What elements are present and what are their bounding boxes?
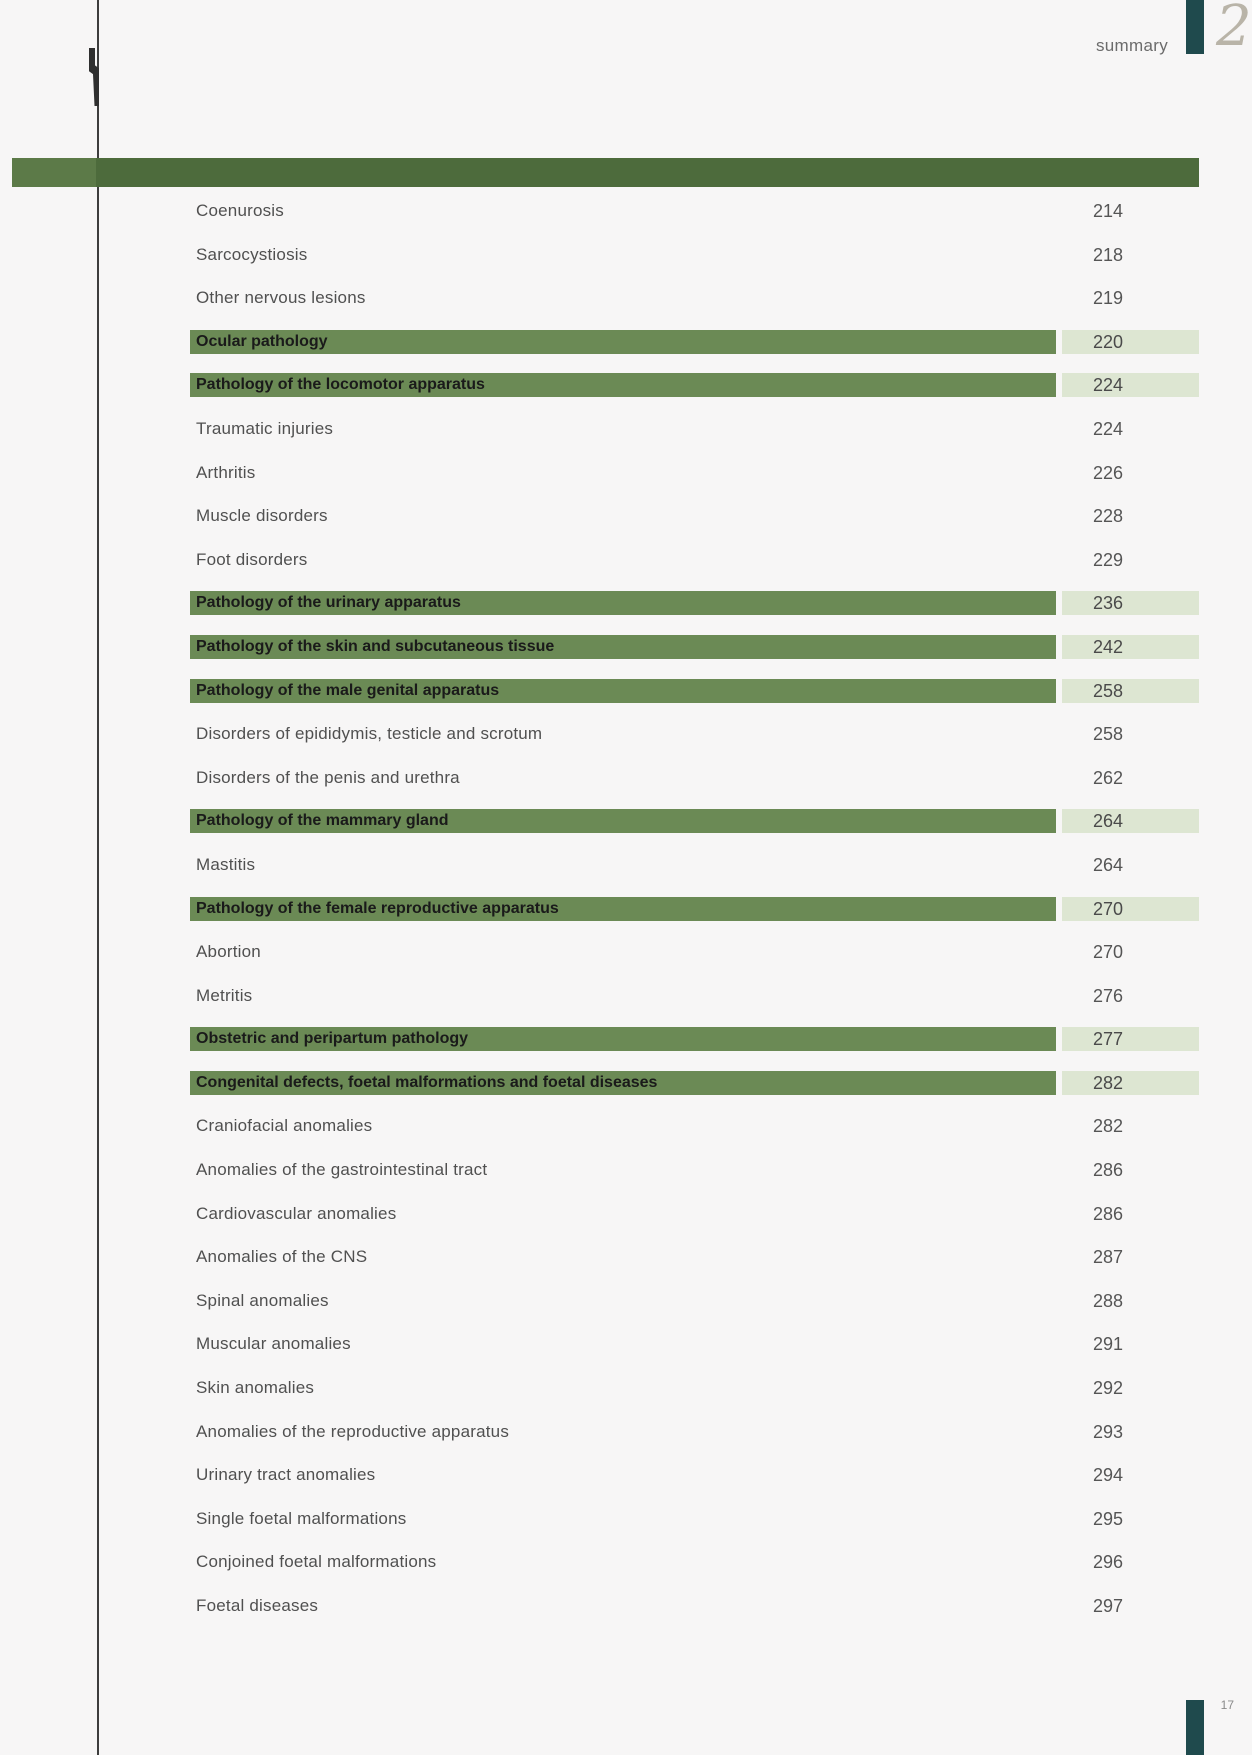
toc-item-row[interactable]	[190, 408, 1199, 452]
toc-entry-title: Cardiovascular anomalies	[196, 1203, 397, 1223]
toc-entry-page: 220	[1092, 331, 1124, 352]
toc-item-row[interactable]	[190, 1193, 1199, 1237]
toc-entry-title: Pathology of the locomotor apparatus	[196, 376, 485, 394]
toc-item-row[interactable]	[190, 931, 1199, 975]
toc-entry-page: 258	[1092, 680, 1124, 701]
toc-entry-title: Pathology of the female reproductive apparatus	[196, 899, 559, 917]
chapter-tab-glyph: 2	[1216, 0, 1252, 59]
toc-entry-page: 226	[1092, 462, 1124, 483]
toc-entry-title: Ocular pathology	[196, 332, 328, 350]
toc-item-row[interactable]	[190, 452, 1199, 496]
toc-section-row[interactable]	[190, 888, 1199, 932]
toc-entry-page: 229	[1092, 549, 1124, 570]
toc-entry-page: 286	[1092, 1160, 1124, 1181]
toc-entry-title: Muscular anomalies	[196, 1334, 351, 1354]
toc-entry-page: 219	[1092, 288, 1124, 309]
toc-entry-title: Sarcocystiosis	[196, 244, 308, 264]
toc-entry-page: 297	[1092, 1596, 1124, 1616]
toc-entry-page: 286	[1092, 1203, 1124, 1224]
toc-entry-page: 294	[1092, 1465, 1124, 1486]
toc-item-row[interactable]	[190, 1236, 1199, 1280]
toc-entry-page: 218	[1092, 244, 1124, 265]
toc-entry-page: 276	[1092, 985, 1124, 1006]
toc-item-row[interactable]	[190, 495, 1199, 539]
toc-entry-page: 224	[1092, 418, 1124, 439]
toc-entry-page: 270	[1092, 942, 1124, 963]
toc-entry-title: Mastitis	[196, 854, 256, 874]
toc-section-row[interactable]	[190, 1018, 1199, 1062]
toc-section-row[interactable]	[190, 1062, 1199, 1106]
toc-section-row[interactable]	[190, 364, 1199, 408]
toc-entry-title: Abortion	[196, 942, 261, 962]
toc-entry-title: Other nervous lesions	[196, 288, 366, 308]
toc-entry-page: 264	[1092, 811, 1124, 832]
toc-entry-title: Foetal diseases	[196, 1596, 319, 1615]
toc-entry-page: 228	[1092, 506, 1124, 527]
toc-entry-title: Craniofacial anomalies	[196, 1116, 373, 1136]
toc-item-row[interactable]	[190, 190, 1199, 234]
toc-item-row[interactable]	[190, 1498, 1199, 1542]
toc-item-row[interactable]	[190, 1149, 1199, 1193]
toc-entry-title: Pathology of the urinary apparatus	[196, 594, 461, 612]
toc-entry-title: Anomalies of the CNS	[196, 1247, 368, 1267]
toc-entry-page: 292	[1092, 1378, 1124, 1399]
toc-section-row[interactable]	[190, 800, 1199, 844]
toc-entry-title: Spinal anomalies	[196, 1290, 329, 1310]
toc-entry-page: 270	[1092, 898, 1124, 919]
toc-entry-page: 293	[1092, 1421, 1124, 1442]
toc-item-row[interactable]	[190, 1367, 1199, 1411]
toc-entry-title: Disorders of the penis and urethra	[196, 767, 460, 787]
header-band	[12, 158, 1199, 187]
toc-entry-title: Anomalies of the gastrointestinal tract	[196, 1160, 488, 1180]
toc-item-row[interactable]	[190, 713, 1199, 757]
toc-entry-title: Urinary tract anomalies	[196, 1465, 376, 1485]
chapter-tab-bottom	[1186, 1700, 1204, 1755]
toc-item-row[interactable]	[190, 975, 1199, 1019]
toc-entry-title: Pathology of the mammary gland	[196, 812, 449, 830]
header-band-left	[12, 158, 96, 187]
toc-entry-title: Obstetric and peripartum pathology	[196, 1030, 469, 1048]
toc-item-row[interactable]	[190, 1585, 1199, 1629]
toc-entry-page: 295	[1092, 1508, 1124, 1529]
table-of-contents	[190, 190, 1199, 1629]
page-number: 17	[1220, 1698, 1234, 1712]
binding-line	[97, 0, 99, 1755]
toc-entry-title: Traumatic injuries	[196, 418, 334, 438]
toc-entry-page: 258	[1092, 724, 1124, 745]
toc-item-row[interactable]	[190, 1541, 1199, 1585]
running-header: summary	[1096, 36, 1168, 55]
toc-entry-page: 296	[1092, 1552, 1124, 1573]
toc-entry-title: Skin anomalies	[196, 1378, 315, 1398]
toc-entry-page: 264	[1092, 854, 1124, 875]
toc-entry-title: Congenital defects, foetal malformations and foetal diseases	[196, 1073, 658, 1091]
toc-entry-title: Foot disorders	[196, 549, 308, 569]
toc-section-row[interactable]	[190, 670, 1199, 714]
toc-entry-page: 224	[1092, 375, 1124, 396]
toc-entry-title: Disorders of epididymis, testicle and scrotum	[196, 724, 543, 744]
toc-item-row[interactable]	[190, 1411, 1199, 1455]
toc-entry-title: Coenurosis	[196, 201, 284, 220]
toc-item-row[interactable]	[190, 757, 1199, 801]
toc-entry-page: 282	[1092, 1116, 1124, 1137]
toc-item-row[interactable]	[190, 234, 1199, 278]
toc-entry-page: 277	[1092, 1029, 1124, 1050]
toc-entry-title: Pathology of the skin and subcutaneous tissue	[196, 637, 555, 655]
toc-entry-page: 288	[1092, 1290, 1124, 1311]
toc-entry-page: 242	[1092, 636, 1124, 657]
toc-entry-title: Anomalies of the reproductive apparatus	[196, 1421, 510, 1441]
toc-item-row[interactable]	[190, 844, 1199, 888]
toc-entry-page: 214	[1092, 201, 1124, 221]
toc-entry-title: Arthritis	[196, 462, 256, 482]
toc-entry-title: Conjoined foetal malformations	[196, 1552, 437, 1572]
toc-entry-page: 287	[1092, 1247, 1124, 1268]
toc-entry-page: 236	[1092, 593, 1124, 614]
toc-item-row[interactable]	[190, 1105, 1199, 1149]
toc-entry-title: Pathology of the male genital apparatus	[196, 681, 500, 699]
toc-entry-page: 282	[1092, 1072, 1124, 1093]
toc-item-row[interactable]	[190, 539, 1199, 583]
toc-entry-page: 291	[1092, 1334, 1124, 1355]
toc-entry-page: 262	[1092, 767, 1124, 788]
toc-section-row[interactable]	[190, 321, 1199, 365]
toc-item-row[interactable]	[190, 1280, 1199, 1324]
toc-entry-title: Muscle disorders	[196, 506, 328, 526]
toc-item-row[interactable]	[190, 1323, 1199, 1367]
toc-section-row[interactable]	[190, 626, 1199, 670]
toc-section-row[interactable]	[190, 582, 1199, 626]
toc-item-row[interactable]	[190, 277, 1199, 321]
chapter-tab-top	[1186, 0, 1204, 54]
toc-entry-title: Metritis	[196, 985, 253, 1005]
toc-item-row[interactable]	[190, 1454, 1199, 1498]
toc-entry-title: Single foetal malformations	[196, 1508, 407, 1528]
